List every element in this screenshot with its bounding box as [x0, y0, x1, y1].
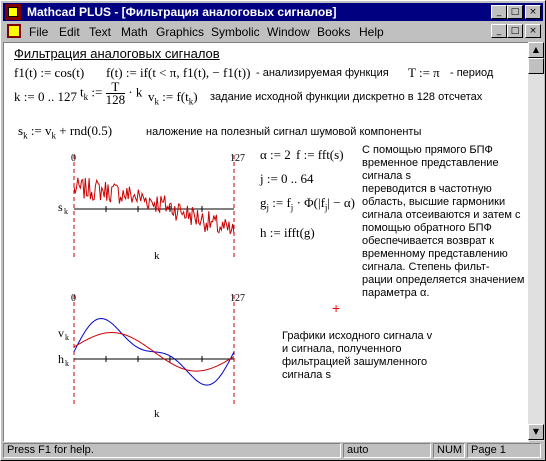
g-end: | − α): [327, 195, 355, 210]
g-lhs: g: [260, 195, 267, 210]
plot1-y-label-sub: k: [64, 207, 68, 216]
v-definition[interactable]: [148, 89, 198, 107]
doc-restore-button[interactable]: □: [507, 24, 523, 38]
s-tail: + rnd(0.5): [59, 123, 113, 138]
noise-comment: наложение на полезный сигнал шумовой компоненты: [146, 126, 422, 138]
g-tail: · Φ(|f: [296, 195, 325, 210]
menu-window[interactable]: Window: [267, 25, 310, 39]
plot-filtered-signal[interactable]: [54, 293, 254, 423]
window-title: Mathcad PLUS - [Фильтрация аналоговых сигналов]: [27, 5, 337, 19]
f-comment: - анализируемая функция: [256, 67, 389, 79]
worksheet-heading: Фильтрация аналоговых сигналов: [14, 46, 220, 61]
v-rhs: := f(t: [162, 89, 189, 104]
g-sub: j: [266, 202, 270, 213]
description-line: временному представлению: [362, 248, 508, 260]
t-numerator: T: [106, 81, 126, 94]
plot2-y-label-v: v: [58, 326, 64, 340]
description-line: сигнала s: [362, 170, 411, 182]
description-line: С помощью прямого БПФ: [362, 144, 493, 156]
menu-graphics[interactable]: Graphics: [156, 25, 205, 39]
status-help: Press F1 for help.: [3, 443, 341, 458]
caption-line: Графики исходного сигнала v: [282, 330, 433, 342]
g-tail-sub: j: [324, 202, 328, 213]
caption-line: сигнала s: [282, 369, 331, 381]
close-button[interactable]: ×: [525, 5, 541, 19]
plot-noisy-signal[interactable]: [54, 153, 254, 263]
insertion-marker[interactable]: +: [332, 300, 341, 316]
s-definition[interactable]: [18, 123, 112, 141]
worksheet[interactable]: [3, 42, 529, 442]
v-sub: k: [154, 96, 159, 107]
plot2-x-label: k: [154, 408, 160, 420]
plot1-x-min-label: 0: [71, 153, 76, 164]
k-range[interactable]: k := 0 .. 127: [14, 89, 77, 104]
plot1-x-max-label: 127: [230, 153, 245, 164]
description-line: помощью обратного БПФ: [362, 222, 492, 234]
t-fraction: [106, 81, 126, 106]
s-rhs-sub: k: [51, 130, 57, 141]
menu-text[interactable]: Text: [89, 25, 112, 39]
menu-edit[interactable]: Edit: [59, 25, 80, 39]
t-lhs: t: [80, 84, 84, 100]
menu-help[interactable]: Help: [359, 25, 384, 39]
description-line: переводится в частотную: [362, 183, 492, 195]
status-page: Page 1: [467, 443, 541, 458]
f1-definition[interactable]: f1(t) := cos(t): [14, 65, 85, 80]
description-line: обеспечивается возврат к: [362, 235, 495, 247]
t-tail: · k: [128, 84, 143, 100]
menu-books[interactable]: Books: [317, 25, 351, 39]
scroll-up-button[interactable]: ▲: [528, 42, 544, 58]
menu-file[interactable]: File: [29, 25, 49, 39]
scroll-down-button[interactable]: ▼: [528, 424, 544, 440]
plot1-x-label: k: [154, 250, 160, 262]
h-definition[interactable]: h := ifft(g): [260, 225, 315, 240]
g-definition[interactable]: [260, 195, 355, 213]
mathcad-app-icon[interactable]: [5, 4, 21, 20]
t-denominator: 128: [105, 92, 126, 107]
menu-symbolic[interactable]: Symbolic: [211, 25, 260, 39]
s-lhs: s: [18, 123, 24, 138]
caption-line: фильтрацией зашумленного: [282, 356, 428, 368]
status-num: NUM: [433, 443, 465, 458]
status-mode: auto: [343, 443, 431, 458]
t-sub: k: [83, 92, 89, 103]
description-line: сигнала. Степень фильт-: [362, 261, 490, 273]
plot2-y-label-h: h: [58, 352, 64, 366]
alpha-definition[interactable]: α := 2: [260, 147, 291, 162]
description-line: область, высшие гармоники: [362, 196, 506, 208]
s-rhs: := v: [30, 123, 52, 138]
description-line: рации определяется значением: [362, 274, 525, 286]
doc-minimize-button[interactable]: _: [491, 24, 507, 38]
v-lhs: v: [148, 89, 155, 104]
minimize-button[interactable]: _: [491, 5, 507, 19]
menu-math[interactable]: Math: [121, 25, 148, 39]
g-rhs: := f: [272, 195, 291, 210]
v-rhs-sub: k: [188, 96, 194, 107]
g-rhs-sub: j: [290, 202, 294, 213]
vertical-scrollbar[interactable]: [528, 42, 544, 441]
plot2-y-label-v-sub: k: [65, 333, 69, 342]
v-close: ): [193, 89, 198, 104]
sampling-comment: задание исходной функции дискретно в 128 отсчетах: [210, 91, 483, 103]
description-line: временное представление: [362, 157, 499, 169]
plot1-series-s: [74, 178, 234, 234]
f-definition[interactable]: f(t) := if(t < π, f1(t), − f1(t)): [106, 65, 251, 80]
s-sub: k: [23, 130, 28, 141]
plot1-y-label: s: [58, 200, 63, 214]
caption-line: и сигнала, полученного: [282, 343, 402, 355]
plot2-x-max-label: 127: [230, 293, 245, 304]
fft-definition[interactable]: f := fft(s): [296, 147, 344, 162]
doc-close-button[interactable]: ×: [525, 24, 541, 38]
plot-caption: [282, 330, 432, 382]
method-description: [362, 144, 524, 300]
maximize-button[interactable]: □: [507, 5, 523, 19]
menu-bar: [3, 22, 543, 41]
T-definition[interactable]: T := π: [408, 65, 440, 80]
scroll-thumb[interactable]: [528, 58, 544, 74]
description-line: параметра α.: [362, 287, 430, 299]
status-bar: [3, 442, 543, 459]
T-comment: - период: [450, 67, 494, 79]
j-range[interactable]: j := 0 .. 64: [260, 171, 314, 186]
t-assign: :=: [91, 84, 103, 100]
t-definition[interactable]: [80, 81, 142, 106]
plot2-x-min-label: 0: [71, 293, 76, 304]
plot2-series-h: [74, 333, 234, 372]
plot2-y-label-h-sub: k: [65, 359, 69, 368]
title-bar[interactable]: [3, 3, 543, 21]
document-icon[interactable]: [7, 24, 21, 38]
description-line: сигнала отсеиваются и затем с: [362, 209, 521, 221]
